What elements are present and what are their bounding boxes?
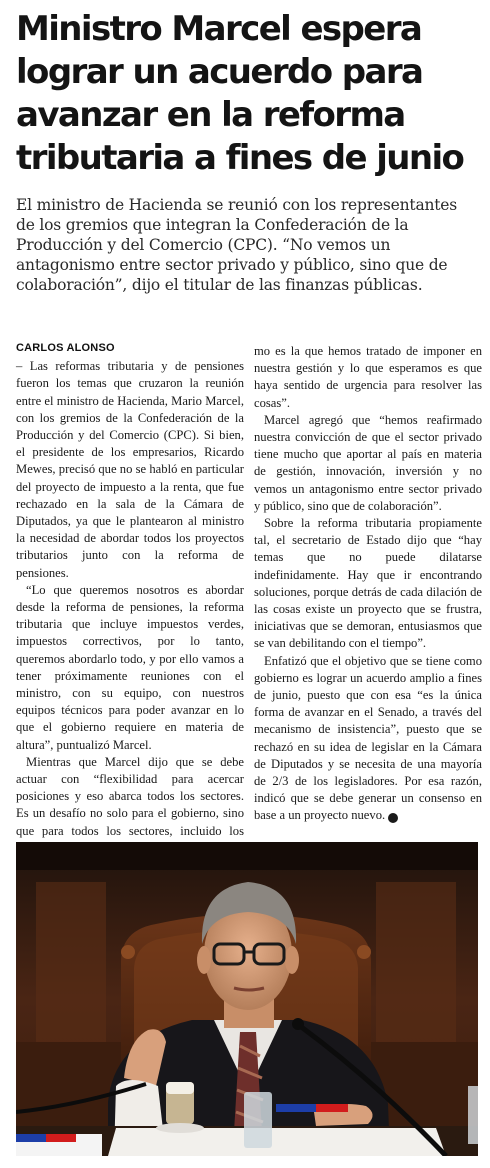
body-paragraph: – Las reformas tributaria y de pensiones fueron los temas que cruzaron la reunión entre el ministro de Hacienda, Mario Marcel, con los gremios de la Confederación de la Producción y del Comercio (CPC). Si bien, el presidente de los empresarios, Ricardo Mewes, precisó que no se habló en particular del proyecto de impuesto a la renta, que fue rechazado en la sala de la Cámara de Diputados, ya que le plantearon al ministro la necesidad de abordar todos los proyectos tributarios junto con la reforma de pensiones.	[16, 359, 244, 580]
body-paragraph: “Lo que queremos nosotros es abordar desde la reforma de pensiones, la reforma tributaria que incluye impuestos verdes, impuestos correctivos, por lo tanto, queremos abordarlo todo, y por ello vamos a tener próximamente reuniones con el ministro, con su equipo, con nuestros equipos técnicos para poder avanzar en lo que el gobierno requiere en materia de altura”, puntualizó Marcel.	[16, 582, 244, 752]
headline-line: tributaria a fines de junio	[16, 138, 464, 178]
headline-line: Ministro Marcel espera	[16, 9, 422, 49]
lead-line: antagonismo entre sector privado y público, sino que de	[16, 256, 448, 274]
headline	[16, 8, 482, 180]
body-paragraph: Sobre la reforma tributaria propiamente tal, el secretario de Estado dijo que “hay temas que no puede dilatarse indefinidamente. Hay que ir encontrando soluciones, porque detrás de cada dilación de las cosas existe un proyecto que se frustra, iniciativas que se demoran, entusiasmos que se van debilitando con el tiempo”.	[254, 516, 482, 651]
article-photo	[16, 842, 478, 1156]
lead-line: El ministro de Hacienda se reunió con los representantes	[16, 196, 458, 214]
headline-line: lograr un acuerdo para	[16, 52, 423, 92]
article-column-right	[254, 343, 482, 825]
end-mark-icon: P	[388, 813, 398, 823]
lead-line: de los gremios que integran la Confederación de la	[16, 216, 409, 234]
body-paragraph: Mientras que Marcel dijo que se debe actuar con “flexibilidad para acercar posiciones y eso abarca todos los sectores. Es un desafío no solo para el gobierno, sino que para todos los sectores, incluido los	[16, 754, 244, 838]
lead-paragraph	[16, 195, 478, 295]
author-byline: CARLOS ALONSO	[16, 342, 115, 354]
lead-line: colaboración”, dijo el titular de las finanzas públicas.	[16, 276, 423, 294]
headline-line: avanzar en la reforma	[16, 95, 405, 135]
article-column-left	[16, 340, 244, 857]
body-paragraph: mo es la que hemos tratado de imponer en nuestra gestión y lo que esperamos es que haya sentido de urgencia para resolver las cosas”.	[254, 344, 482, 410]
body-text: Enfatizó que el objetivo que se tiene como gobierno es lograr un acuerdo amplio a fines de junio, puesto que con esa “es la única forma de avanzar en el Senado, a través del mecanismo de insistencia”, puesto que se rechazó en su idea de legislar en la Cámara de Diputados y se necesita de una mayoría de 2/3 de los legisladores. Por esa razón, indicó que se debe generar un consenso en base a un proyecto nuevo.	[254, 653, 482, 823]
body-paragraph: Marcel agregó que “hemos reafirmado nuestra convicción de que el sector privado tiene mucho que aportar al país en materia de gestión, innovación, inversión y no vemos un antagonismo entre sector privado y público, sino que de colaboración”.	[254, 412, 482, 513]
body-paragraph	[254, 653, 482, 825]
photo-illustration	[16, 842, 478, 1156]
lead-line: Producción y del Comercio (CPC). “No vemos un	[16, 236, 391, 254]
